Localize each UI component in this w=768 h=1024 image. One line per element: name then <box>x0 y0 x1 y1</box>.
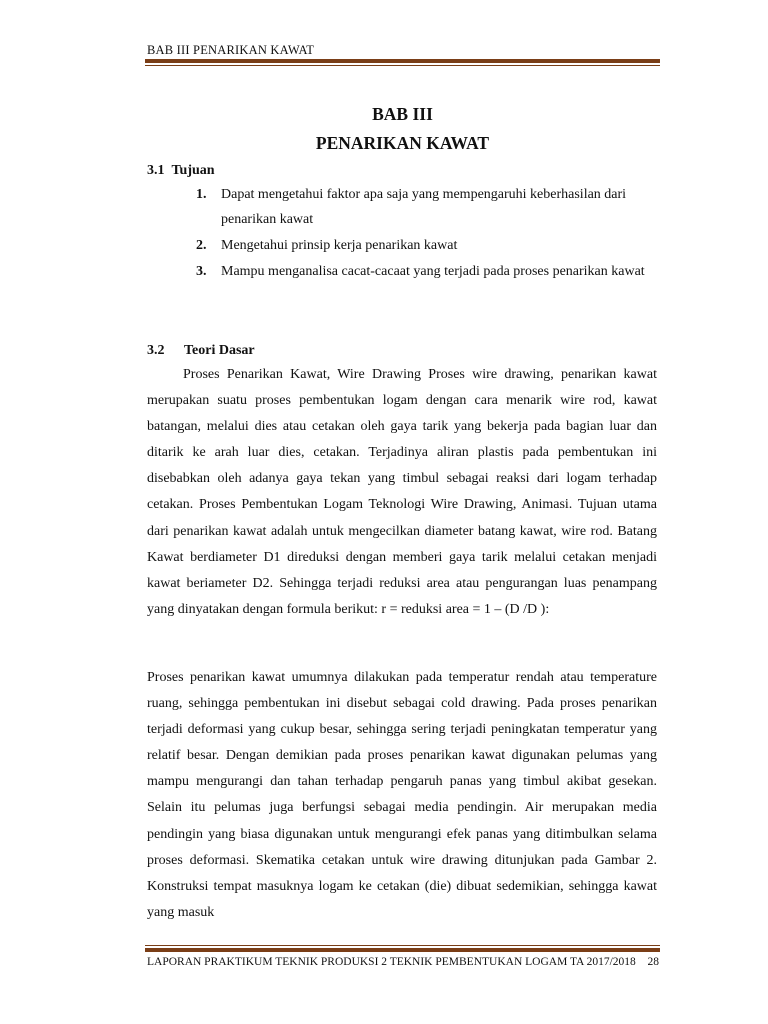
list-item-text: Mampu menganalisa cacat-cacaat yang terjadi pada proses penarikan kawat <box>221 264 645 279</box>
section-title: Tujuan <box>171 163 215 178</box>
footer-rule-thin <box>145 945 660 946</box>
header-rule-thin <box>145 65 660 66</box>
footer-rule-thick <box>145 948 660 952</box>
list-item-number: 1. <box>196 187 207 202</box>
section-number: 3.1 <box>147 163 165 178</box>
list-item-text: Dapat mengetahui faktor apa saja yang mempengaruhi keberhasilan dari penarikan kawat <box>221 187 627 227</box>
running-header: BAB III PENARIKAN KAWAT <box>147 43 315 57</box>
body-paragraph-1: Proses Penarikan Kawat, Wire Drawing Proses wire drawing, penarikan kawat merupakan suatu proses pembentukan logam dengan cara menarik wire rod, kawat batangan, melalui dies atau cetakan oleh gaya tarik yang bekerja pada bagian luar dan ditarik ke arah luar dies, cetakan. Terjadinya aliran plastis pada pembentukan ini disebabkan oleh adanya gaya tekan yang timbul sebagai reaksi dari logam terhadap cetakan. Proses Pembentukan Logam Teknologi Wire Drawing, Animasi. Tujuan utama dari penarikan kawat adalah untuk mengecilkan diameter batang kawat, wire rod. Batang Kawat berdiameter D1 direduksi dengan memberi gaya tarik melalui cetakan menjadi kawat beriameter D2. Sehingga terjadi reduksi area atau pengurangan luas penampang yang dinyatakan dengan formula berikut: r = reduksi area = 1 – (D /D ): <box>147 367 657 617</box>
list-item-text: Mengetahui prinsip kerja penarikan kawat <box>221 238 458 253</box>
section-heading-teori-dasar <box>147 343 255 359</box>
section-heading-tujuan <box>147 163 215 179</box>
list-item-number: 2. <box>196 238 207 253</box>
header-rule-thick <box>145 59 660 63</box>
chapter-title: PENARIKAN KAWAT <box>315 133 490 153</box>
section-title: Teori Dasar <box>184 343 255 358</box>
footer-text: LAPORAN PRAKTIKUM TEKNIK PRODUKSI 2 TEKNIK PEMBENTUKAN LOGAM TA 2017/2018 <box>147 956 636 968</box>
section-number: 3.2 <box>147 343 165 358</box>
body-paragraph-2: Proses penarikan kawat umumnya dilakukan pada temperatur rendah atau temperature ruang, sehingga pembentukan ini disebut sebagai cold drawing. Pada proses penarikan terjadi deformasi yang cukup besar, sehingga sering terjadi peningkatan temperatur yang relatif besar. Dengan demikian pada proses penarikan kawat digunakan pelumas yang mampu mengurangi dan tahan terhadap pengaruh panas yang timbul akibat gesekan. Selain itu pelumas juga berfungsi sebagai media pendingin. Air merupakan media pendingin yang biasa digunakan untuk mengurangi efek panas yang ditimbulkan selama proses deformasi. Skematika cetakan untuk wire drawing ditunjukan pada Gambar 2. Konstruksi tempat masuknya logam ke cetakan (die) dibuat sedemikian, sehingga kawat yang masuk <box>147 670 657 920</box>
list-item-number: 3. <box>196 264 207 279</box>
footer <box>147 956 659 968</box>
chapter-label: BAB III <box>372 104 433 124</box>
page-number: 28 <box>647 956 659 968</box>
